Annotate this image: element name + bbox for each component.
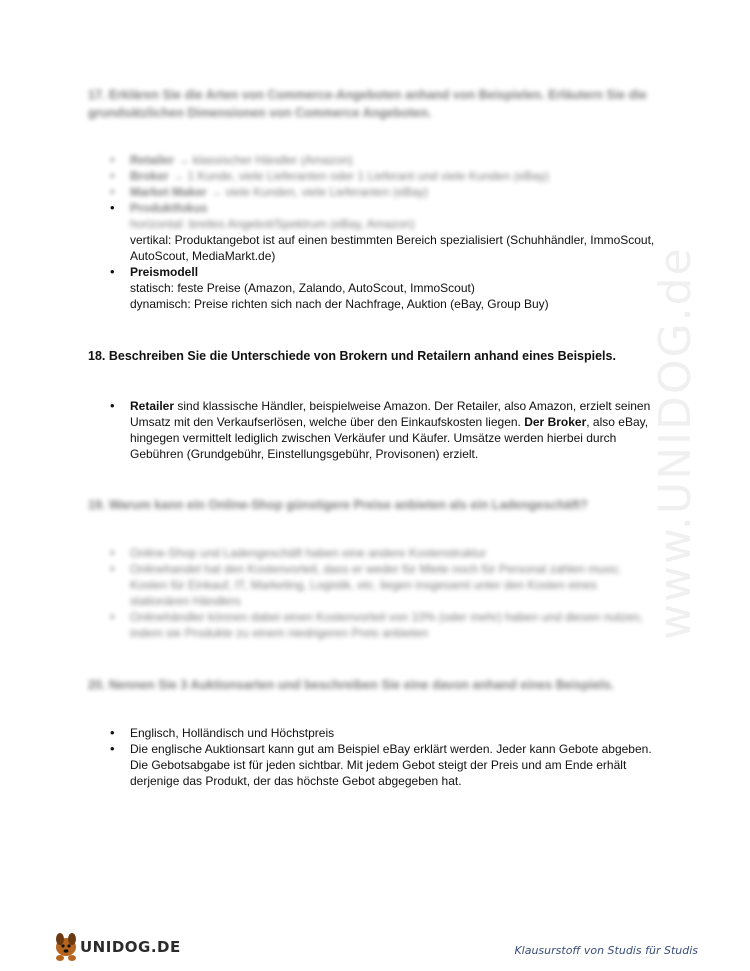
preismodell-label: Preismodell <box>130 265 199 279</box>
list-item: • Retailer sind klassische Händler, beispielweise Amazon. Der Retailer, also Amazon, erzielt seinen Umsatz mit den Verkaufserlösen, welche über den Einkaufskosten liegen. Der Broker, also eBay, hingegen vermittelt lediglich zwischen Verkäufer und Käufer. Umsätze werden hierbei durch Gebühren (Grundgebühr, Einstellungsgebühr, Provisonen) erzielt. <box>110 398 670 462</box>
logo-text: UNIDOG.DE <box>80 938 181 956</box>
question-20-list <box>110 725 670 789</box>
list-item: • Preismodell statisch: feste Preise (Amazon, Zalando, AutoScout, ImmoScout) dynamisch: Preise richten sich nach der Nachfrage, Auktion (eBay, Group Buy) <box>110 264 670 312</box>
list-item: • Online-Shop und Ladengeschäft haben eine andere Kostenstruktur <box>110 545 650 561</box>
list-item: • Englisch, Holländisch und Höchstpreis <box>110 725 670 741</box>
question-17-list <box>110 152 670 312</box>
list-item: • Retailer → klassischer Händler (Amazon) <box>110 152 670 168</box>
watermark: www.UNIDOG.de <box>650 246 701 640</box>
list-item: • Onlinehändler können dabei einen Kostenvorteil von 10% (oder mehr) haben und diesen nutzen, indem sie Produkte zu einem niedrigeren Preis anbieten <box>110 609 650 641</box>
list-item: • Onlinehandel hat den Kostenvorteil, dass er weder für Miete noch für Personal zahlen muss; Kosten für Einkauf, IT, Marketing, Logistik, etc. liegen insgesamt unter den Kosten eines stationären Händlers <box>110 561 650 609</box>
question-18-heading: 18. Beschreiben Sie die Unterschiede von Brokern und Retailern anhand eines Beispiels. <box>88 349 616 363</box>
list-item: • Die englische Auktionsart kann gut am Beispiel eBay erklärt werden. Jeder kann Gebote abgeben. Die Gebotsabgabe ist für jeden sichtbar. Mit jedem Gebot steigt der Preis und am Ende erhält derjenige das Produkt, der das höchste Gebot abgegeben hat. <box>110 741 670 789</box>
question-19-heading: 19. Warum kann ein Online-Shop günstigere Preise anbieten als ein Ladengeschäft? <box>88 498 588 512</box>
footer-tagline: Klausurstoff von Studis für Studis <box>514 944 698 957</box>
list-item: • Broker → 1 Kunde, viele Lieferanten oder 1 Lieferant und viele Kunden (eBay) <box>110 168 670 184</box>
question-20-heading: 20. Nennen Sie 3 Auktionsarten und beschreiben Sie eine davon anhand eines Beispiels. <box>88 678 615 692</box>
list-item: • Produktfokus horizontal: breites Angebot/Spektrum (eBay, Amazon) vertikal: Produktangebot ist auf einen bestimmten Bereich spezialisiert (Schuhhändler, ImmoScout, AutoScout, MediaMarkt.de) <box>110 200 670 264</box>
question-18-list <box>110 398 670 462</box>
question-19-list <box>110 545 650 641</box>
question-17-heading: 17. Erklären Sie die Arten von Commerce-Angeboten anhand von Beispielen. Erläutern Sie die grundsätzlichen Dimensionen von Commerce Angeboten. <box>88 88 647 120</box>
list-item: • Market Maker → viele Kunden, viele Lieferanten (eBay) <box>110 184 670 200</box>
fokus-vertical-text: vertikal: Produktangebot ist auf einen bestimmten Bereich spezialisiert (Schuhhändler, ImmoScout, AutoScout, MediaMarkt.de) <box>130 233 655 263</box>
